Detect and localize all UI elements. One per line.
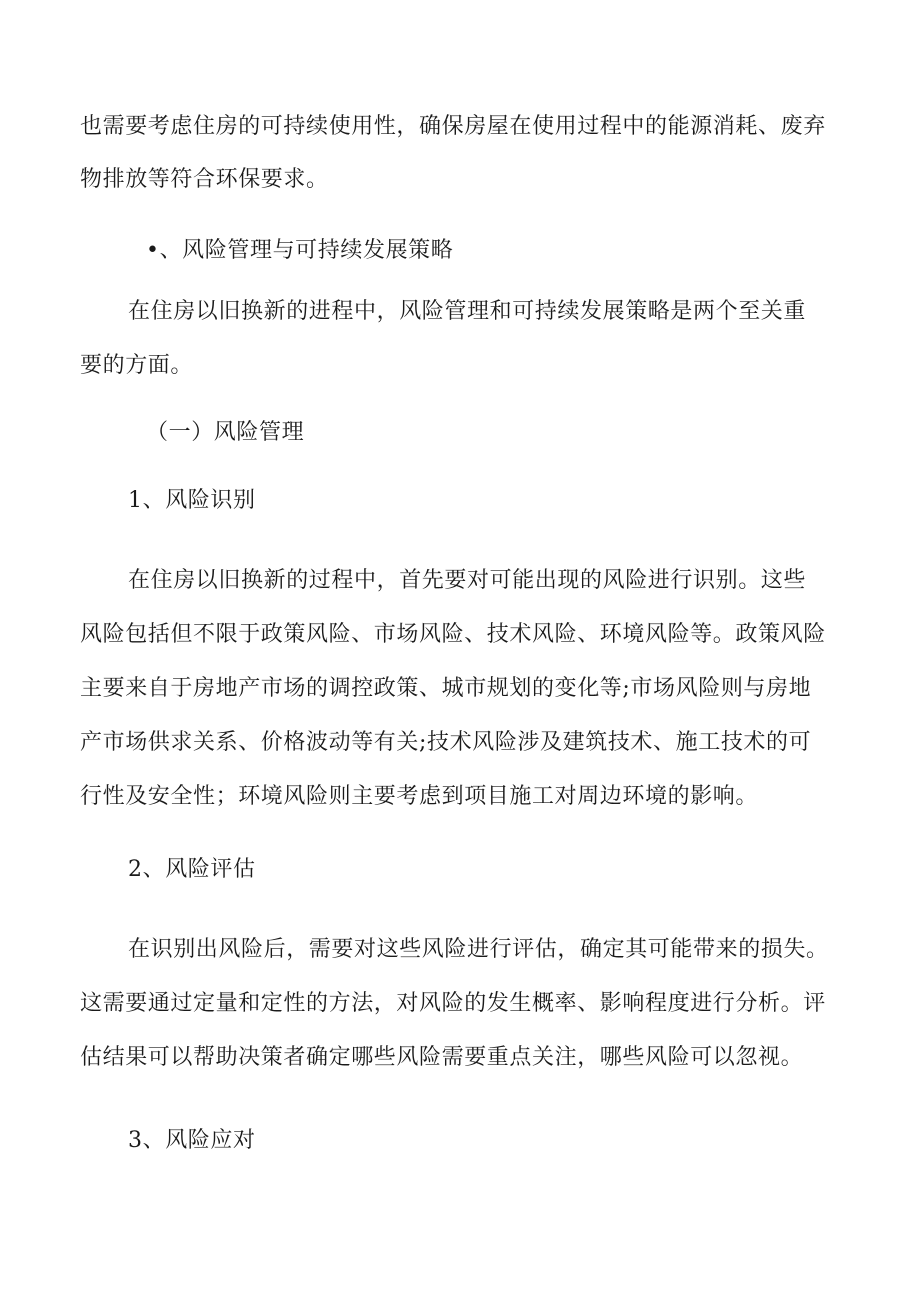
item3-heading: 3、风险应对 xyxy=(128,1128,256,1153)
intro-line-2: 物排放等符合环保要求。 xyxy=(80,167,329,192)
item1-heading: 1、风险识别 xyxy=(128,488,256,513)
item1-line-2: 风险包括但不限于政策风险、市场风险、技术风险、环境风险等。政策风险 xyxy=(80,622,826,647)
section-paragraph-line-2: 要的方面。 xyxy=(80,353,194,378)
item2-line-1: 在识别出风险后，需要对这些风险进行评估，确定其可能带来的损失。 xyxy=(128,937,829,962)
item1-line-1: 在住房以旧换新的过程中，首先要对可能出现的风险进行识别。这些 xyxy=(128,568,807,593)
item1-line-3: 主要来自于房地产市场的调控政策、城市规划的变化等;市场风险则与房地 xyxy=(80,676,812,701)
item2-heading: 2、风险评估 xyxy=(128,857,256,882)
item1-line-4: 产市场供求关系、价格波动等有关;技术风险涉及建筑技术、施工技术的可 xyxy=(80,730,812,755)
item1-line-5: 行性及安全性；环境风险则主要考虑到项目施工对周边环境的影响。 xyxy=(80,784,759,809)
item2-line-3: 估结果可以帮助决策者确定哪些风险需要重点关注，哪些风险可以忽视。 xyxy=(80,1045,804,1070)
subsection-heading: （一）风险管理 xyxy=(146,420,305,445)
section-heading: •、风险管理与可持续发展策略 xyxy=(146,238,454,263)
intro-line-1: 也需要考虑住房的可持续使用性，确保房屋在使用过程中的能源消耗、废弃 xyxy=(80,114,826,139)
item2-line-2: 这需要通过定量和定性的方法，对风险的发生概率、影响程度进行分析。评 xyxy=(80,991,826,1016)
section-paragraph-line-1: 在住房以旧换新的进程中，风险管理和可持续发展策略是两个至关重 xyxy=(128,299,807,324)
